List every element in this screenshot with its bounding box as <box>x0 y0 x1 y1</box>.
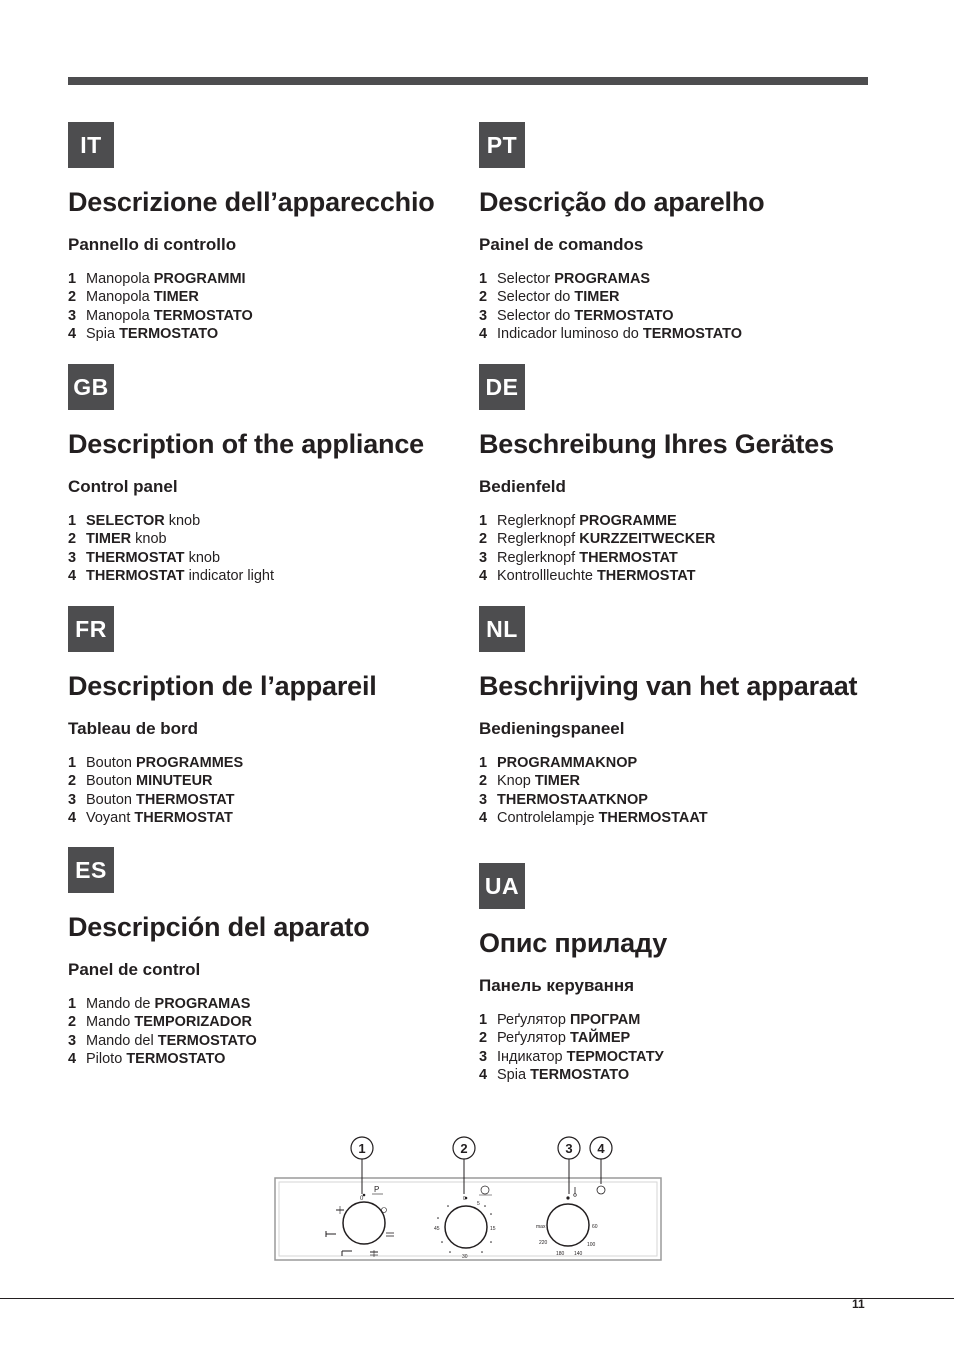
svg-text:15: 15 <box>490 1226 496 1232</box>
item-number: 2 <box>68 1014 77 1031</box>
language-badge: FR <box>68 606 114 652</box>
item-keyword: TERMOSTATO <box>126 1050 226 1067</box>
item-keyword: THERMOSTAT <box>86 549 185 566</box>
item-keyword: THERMOSTAT <box>86 567 185 584</box>
item-keyword: THERMOSTAT <box>596 567 696 584</box>
svg-text:30: 30 <box>462 1254 468 1260</box>
item-keyword: TEMPORIZADOR <box>134 1014 252 1031</box>
svg-text:0: 0 <box>360 1196 364 1202</box>
item-prefix: Manopola <box>86 289 154 306</box>
svg-text:0: 0 <box>463 1196 466 1202</box>
callout-3 <box>558 1137 580 1159</box>
section-title: Description of the appliance <box>68 429 424 459</box>
svg-text:5: 5 <box>477 1201 480 1207</box>
item-keyword: THERMOSTAAT <box>598 809 708 826</box>
section-title: Beschrijving van het apparaat <box>479 671 858 701</box>
section-title: Descripción del aparato <box>68 912 370 942</box>
item-prefix: Bouton <box>86 791 136 808</box>
item-keyword: PROGRAMMES <box>136 755 244 771</box>
section-subtitle: Панель керування <box>479 976 635 995</box>
section-subtitle: Bedienfeld <box>479 477 566 496</box>
list-item <box>479 1011 664 1029</box>
svg-text:180: 180 <box>556 1251 565 1257</box>
language-badge: DE <box>479 364 525 410</box>
language-badge: ES <box>68 847 114 893</box>
list-item <box>68 512 274 530</box>
item-prefix: Spia <box>86 325 120 342</box>
callout-1 <box>351 1137 373 1159</box>
item-prefix: Controlelampje <box>497 809 599 826</box>
item-prefix: Reglerknopf <box>497 531 580 548</box>
item-keyword: THERMOSTAATKNOP <box>497 791 648 808</box>
section-subtitle: Painel de comandos <box>479 235 644 254</box>
section-subtitle: Panel de control <box>68 960 201 979</box>
item-prefix: Manopola <box>86 307 154 324</box>
list-item <box>68 1032 257 1050</box>
list-item <box>68 772 243 790</box>
item-keyword: MINUTEUR <box>136 773 213 790</box>
item-keyword: ТАЙМЕР <box>569 1030 631 1047</box>
item-keyword: THERMOSTAT <box>136 791 235 808</box>
list-item <box>479 754 708 772</box>
svg-text:max: max <box>536 1224 546 1230</box>
svg-text:45: 45 <box>434 1226 440 1232</box>
item-keyword: TERMOSTATO <box>642 325 742 342</box>
item-keyword: TERMOSTATO <box>530 1066 630 1083</box>
item-number: 3 <box>479 1048 488 1065</box>
list-item <box>68 325 253 343</box>
item-number: 2 <box>68 773 77 790</box>
item-prefix: Індикатор <box>497 1048 567 1065</box>
item-prefix: Selector <box>497 271 555 287</box>
item-prefix: Spia <box>497 1066 531 1083</box>
item-prefix: Mando de <box>86 996 155 1012</box>
item-prefix: Manopola <box>86 271 154 287</box>
svg-text:60: 60 <box>592 1224 598 1230</box>
item-suffix: knob <box>164 513 201 529</box>
list-item <box>479 270 742 288</box>
page-number: 11 <box>852 1297 865 1311</box>
list-item <box>68 1013 257 1031</box>
language-badge: NL <box>479 606 525 652</box>
item-prefix: Mando <box>86 1014 135 1031</box>
thermostat-knob <box>536 1187 598 1257</box>
item-prefix: Bouton <box>86 755 136 771</box>
item-prefix: Mando del <box>86 1032 158 1049</box>
bottom-rule <box>0 1298 954 1299</box>
item-number: 3 <box>68 307 77 324</box>
item-number: 4 <box>68 567 77 584</box>
section-subtitle: Tableau de bord <box>68 719 199 738</box>
item-list <box>479 270 742 343</box>
section-de <box>479 364 899 584</box>
item-keyword: PROGRAMME <box>579 513 677 529</box>
item-number: 3 <box>68 549 77 566</box>
section-ua <box>479 863 899 1083</box>
section-es <box>68 847 488 1067</box>
item-keyword: PROGRAMAS <box>154 996 251 1012</box>
list-item <box>479 1066 664 1084</box>
item-keyword: PROGRAMMAKNOP <box>497 755 638 771</box>
top-rule <box>68 77 868 85</box>
list-item <box>479 325 742 343</box>
item-keyword: KURZZEITWECKER <box>579 531 716 548</box>
item-list <box>68 995 257 1068</box>
item-number: 3 <box>68 791 77 808</box>
item-number: 4 <box>68 809 77 826</box>
list-item <box>479 809 708 827</box>
item-keyword: THERMOSTAT <box>579 549 678 566</box>
list-item <box>68 754 243 772</box>
item-suffix: indicator light <box>184 567 275 584</box>
list-item <box>68 567 274 585</box>
list-item <box>479 791 708 809</box>
list-item <box>479 567 715 585</box>
section-subtitle: Bedieningspaneel <box>479 719 625 738</box>
item-number: 3 <box>479 791 488 808</box>
section-subtitle: Control panel <box>68 477 178 496</box>
item-prefix: Реґулятор <box>497 1012 570 1028</box>
item-list <box>479 1011 664 1084</box>
item-prefix: Kontrollleuchte <box>497 567 597 584</box>
section-title: Descrizione dell’apparecchio <box>68 187 435 217</box>
section-title: Description de l’appareil <box>68 671 377 701</box>
item-number: 4 <box>479 567 488 584</box>
item-number: 2 <box>479 531 488 548</box>
svg-text:100: 100 <box>587 1242 596 1248</box>
item-keyword: ПРОГРАМ <box>569 1012 641 1028</box>
timer-knob <box>434 1186 496 1260</box>
list-item <box>479 288 742 306</box>
language-badge: GB <box>68 364 114 410</box>
section-gb <box>68 364 488 584</box>
item-suffix: knob <box>131 531 167 548</box>
item-number: 2 <box>479 1030 488 1047</box>
list-item <box>479 512 715 530</box>
item-keyword: PROGRAMMI <box>153 271 246 287</box>
item-prefix: Selector do <box>497 289 575 306</box>
section-title: Опис приладу <box>479 928 668 958</box>
item-list <box>68 270 253 343</box>
section-pt <box>479 122 899 342</box>
item-keyword: PROGRAMAS <box>554 271 651 287</box>
item-number: 1 <box>479 1012 488 1028</box>
callout-2 <box>453 1137 475 1159</box>
section-subtitle: Pannello di controllo <box>68 235 237 254</box>
item-number: 4 <box>479 325 488 342</box>
item-number: 1 <box>68 996 77 1012</box>
item-number: 1 <box>68 513 77 529</box>
list-item <box>479 530 715 548</box>
item-prefix: Reglerknopf <box>497 549 580 566</box>
item-list <box>68 512 274 585</box>
item-prefix: Selector do <box>497 307 575 324</box>
svg-text:P: P <box>374 1185 380 1194</box>
list-item <box>479 307 742 325</box>
svg-text:140: 140 <box>574 1251 583 1257</box>
list-item <box>68 307 253 325</box>
list-item <box>68 270 253 288</box>
item-keyword: THERMOSTAT <box>134 809 233 826</box>
svg-text:3: 3 <box>565 1141 573 1156</box>
item-prefix: Bouton <box>86 773 136 790</box>
item-prefix: Reglerknopf <box>497 513 580 529</box>
item-keyword: TIMER <box>574 289 620 306</box>
control-panel-diagram <box>270 1130 670 1270</box>
language-badge: PT <box>479 122 525 168</box>
list-item <box>479 772 708 790</box>
item-keyword: TERMOSTATO <box>574 307 674 324</box>
item-keyword: TIMER <box>86 531 132 548</box>
list-item <box>68 530 274 548</box>
svg-text:1: 1 <box>358 1141 366 1156</box>
list-item <box>479 549 715 567</box>
item-number: 1 <box>479 755 488 771</box>
section-nl <box>479 606 899 826</box>
item-keyword: SELECTOR <box>86 513 165 529</box>
callout-4 <box>590 1137 612 1159</box>
section-fr <box>68 606 488 826</box>
item-number: 3 <box>479 307 488 324</box>
item-number: 2 <box>479 773 488 790</box>
svg-text:4: 4 <box>597 1141 605 1156</box>
item-number: 2 <box>68 531 77 548</box>
list-item <box>68 995 257 1013</box>
item-number: 1 <box>68 755 77 771</box>
item-list <box>479 754 708 827</box>
section-title: Beschreibung Ihres Gerätes <box>479 429 834 459</box>
item-keyword: TERMOSTATO <box>157 1032 257 1049</box>
section-title: Descrição do aparelho <box>479 187 765 217</box>
item-number: 1 <box>479 513 488 529</box>
item-keyword: TERMOSTATO <box>119 325 219 342</box>
item-number: 1 <box>68 271 77 287</box>
item-number: 4 <box>479 809 488 826</box>
svg-text:2: 2 <box>460 1141 468 1156</box>
item-number: 2 <box>479 289 488 306</box>
item-list <box>68 754 243 827</box>
item-prefix: Indicador luminoso do <box>497 325 643 342</box>
item-number: 4 <box>68 1050 77 1067</box>
list-item <box>68 549 274 567</box>
item-keyword: TIMER <box>534 773 581 790</box>
item-prefix: Knop <box>497 773 535 790</box>
item-number: 2 <box>68 289 77 306</box>
item-prefix: Реґулятор <box>497 1030 570 1047</box>
item-keyword: ТЕРМОСТАТУ <box>566 1048 664 1065</box>
item-number: 1 <box>479 271 488 287</box>
list-item <box>68 1050 257 1068</box>
thermostat-indicator-light <box>597 1186 605 1194</box>
item-number: 4 <box>68 325 77 342</box>
selector-knob <box>326 1185 394 1257</box>
language-badge: UA <box>479 863 525 909</box>
list-item <box>479 1048 664 1066</box>
item-prefix: Voyant <box>86 809 135 826</box>
item-keyword: TERMOSTATO <box>153 307 253 324</box>
svg-text:220: 220 <box>539 1240 548 1246</box>
item-prefix: Piloto <box>86 1050 127 1067</box>
list-item <box>68 809 243 827</box>
item-suffix: knob <box>184 549 221 566</box>
item-number: 3 <box>68 1032 77 1049</box>
item-keyword: TIMER <box>153 289 199 306</box>
language-badge: IT <box>68 122 114 168</box>
section-it <box>68 122 488 342</box>
list-item <box>68 288 253 306</box>
list-item <box>68 791 243 809</box>
item-list <box>479 512 715 585</box>
item-number: 4 <box>479 1066 488 1083</box>
item-number: 3 <box>479 549 488 566</box>
list-item <box>479 1029 664 1047</box>
